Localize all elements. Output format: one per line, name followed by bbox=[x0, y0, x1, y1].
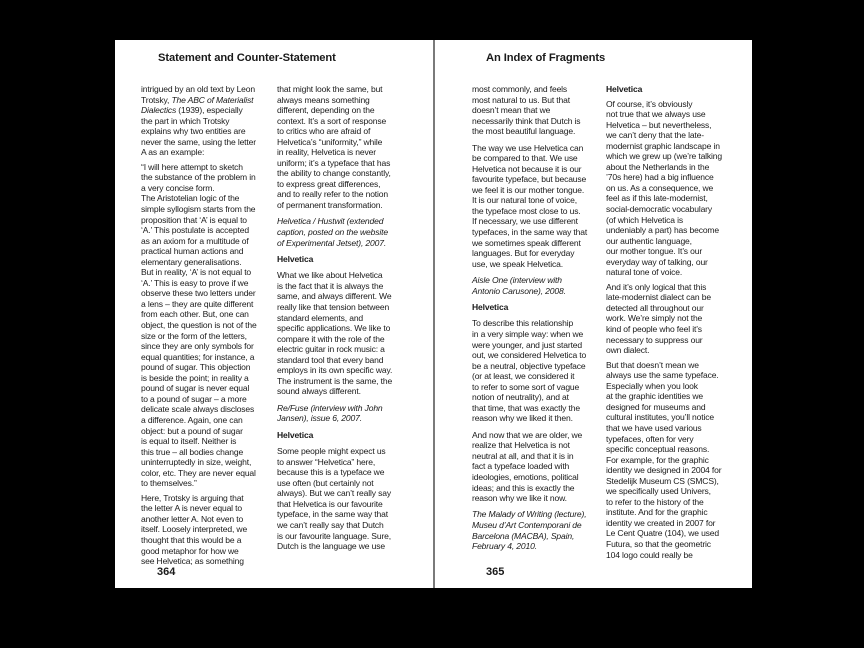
text-line: Futura, so that the geometric bbox=[606, 538, 711, 549]
text-line: If necessary, we use different bbox=[472, 216, 578, 227]
text-line: social-democratic vocabulary bbox=[606, 204, 713, 215]
text-line: pound of sugar. This objection bbox=[141, 362, 251, 373]
text-line: size or the form of the letters, bbox=[141, 330, 247, 341]
text-line: and to really refer to the notion bbox=[277, 189, 388, 200]
text-line: most commonly, and feels bbox=[472, 84, 568, 94]
text-line: is equal to itself. Neither is bbox=[141, 436, 237, 447]
text-line: cultural institutes, you’ll notice bbox=[606, 412, 714, 423]
text-line: of permanent transformation. bbox=[277, 200, 383, 211]
text-line: standard elements, and bbox=[277, 312, 364, 323]
text-line: the substance of the problem in bbox=[141, 172, 256, 183]
book-spread bbox=[115, 40, 752, 588]
text-line: Of course, it’s obviously bbox=[606, 98, 693, 109]
section-heading: Helvetica bbox=[277, 429, 314, 440]
text-line: another letter A. Not even to bbox=[141, 513, 244, 524]
paragraph bbox=[472, 430, 608, 504]
paragraph bbox=[277, 270, 413, 397]
text-line: The way we use Helvetica can bbox=[472, 142, 584, 153]
text-line: in a very simple way: when we bbox=[472, 328, 584, 339]
text-line: notion of neutrality), and at bbox=[472, 392, 569, 403]
text-line: And it’s only logical that this bbox=[606, 281, 707, 292]
text-line: context. It’s a sort of response bbox=[277, 115, 387, 126]
text-line: object: but a pound of sugar bbox=[141, 425, 243, 436]
text-line: reason why we like it now. bbox=[472, 493, 567, 504]
text-line: languages. But for everyday bbox=[472, 248, 575, 259]
source-citation bbox=[472, 509, 608, 551]
text-line: Le Cent Quatre (104), we used bbox=[606, 528, 719, 539]
text-line: Here, Trotsky is arguing that bbox=[141, 492, 244, 503]
left-column-2 bbox=[277, 84, 413, 558]
text-line: late-modernist dialect can be bbox=[606, 292, 711, 303]
text-line: always). But we can’t really say bbox=[277, 488, 391, 499]
text-line: the part in which Trotsky bbox=[141, 115, 230, 126]
text-line: we can’t really say that Dutch bbox=[277, 520, 384, 531]
text-line: explains why two entities are bbox=[141, 126, 246, 137]
text-line: realize that Helvetica is not bbox=[472, 440, 570, 451]
text-line: at the graphic identities we bbox=[606, 391, 703, 402]
paragraph bbox=[606, 282, 742, 356]
right-column-1 bbox=[472, 84, 608, 558]
text-line: that time, that was exactly the bbox=[472, 402, 580, 413]
text-line: 104 logo could really be bbox=[606, 549, 693, 560]
text-line: to refer to some sort of vague bbox=[472, 381, 580, 392]
text-line: simple syllogism starts from the bbox=[141, 204, 256, 215]
paragraph bbox=[606, 99, 742, 278]
text-line: to a pound of sugar – a more bbox=[141, 393, 247, 404]
text-line: fact a typeface loaded with bbox=[472, 461, 570, 472]
text-line: typeface, in the same way that bbox=[277, 509, 388, 520]
text-line: on us. As a consequence, we bbox=[606, 182, 714, 193]
text-line: Barcelona (MACBA), Spain, bbox=[472, 530, 575, 541]
text-line: color, etc. They are never equal bbox=[141, 467, 256, 478]
text-line: the letter A is never equal to bbox=[141, 503, 242, 514]
text-line: employs in its own specific way. bbox=[277, 365, 393, 376]
text-line: from each other. But, one can bbox=[141, 309, 249, 320]
paragraph bbox=[141, 84, 277, 158]
text-line: our authentic language, bbox=[606, 235, 692, 246]
page-number-left: 364 bbox=[157, 566, 176, 578]
text-line: natural tone of voice. bbox=[606, 267, 683, 278]
text-line: to themselves.” bbox=[141, 478, 197, 489]
text-line: What we like about Helvetica bbox=[277, 270, 383, 281]
source-citation bbox=[277, 403, 413, 424]
text-line: uniform; it’s a typeface that has bbox=[277, 157, 391, 168]
text-line: institute. And for the graphic bbox=[606, 507, 708, 518]
running-head-left: Statement and Counter-Statement bbox=[158, 52, 336, 64]
text-line: is our favourite language. Sure, bbox=[277, 530, 391, 541]
text-line: Some people might expect us bbox=[277, 446, 386, 457]
text-line: this true – all bodies change bbox=[141, 446, 244, 457]
text-line: everyday way of talking, our bbox=[606, 256, 708, 267]
text-line: typefaces, in the same way that bbox=[472, 226, 588, 237]
text-line: be compared to that. We use bbox=[472, 153, 578, 164]
text-line: kind of people who feel it’s bbox=[606, 324, 702, 335]
paragraph bbox=[472, 84, 608, 137]
text-line: ‘A.’ This is easy to prove if we bbox=[141, 277, 249, 288]
paragraph bbox=[472, 318, 608, 423]
text-line: Trotsky, The ABC of Materialist bbox=[141, 94, 254, 105]
text-line: specific applications. We like to bbox=[277, 323, 391, 334]
text-line: identity we designed in 2004 for bbox=[606, 465, 722, 476]
text-line: a very concise form. bbox=[141, 182, 215, 193]
text-line: specific conceptual reasons. bbox=[606, 444, 710, 455]
text-line: designed for museums and bbox=[606, 401, 706, 412]
text-line: Helvetica – but nevertheless, bbox=[606, 119, 712, 130]
text-line: a difference. Again, one can bbox=[141, 414, 243, 425]
text-line: we feel it is our mother tongue. bbox=[472, 184, 585, 195]
text-line: doesn’t mean that we bbox=[472, 105, 551, 116]
text-line: itself. Loosely interpreted, we bbox=[141, 524, 248, 535]
text-line: (of which Helvetica is bbox=[606, 214, 683, 225]
text-line: uninterruptedly in size, weight, bbox=[141, 457, 252, 468]
text-line: identity we created in 2007 for bbox=[606, 517, 716, 528]
text-line: ideologies, emotions, political bbox=[472, 471, 579, 482]
text-line: our mother tongue. It’s our bbox=[606, 246, 703, 257]
text-line: ‘A.’ This postulate is accepted bbox=[141, 225, 249, 236]
book-spine bbox=[433, 40, 435, 588]
text-line: that Helvetica is our favourite bbox=[277, 498, 383, 509]
text-line: really like that tension between bbox=[277, 302, 390, 313]
text-line: But in reality, ‘A’ is not equal to bbox=[141, 267, 252, 278]
section-heading: Helvetica bbox=[472, 302, 509, 313]
text-line: is beside the point; in reality a bbox=[141, 372, 249, 383]
text-line: which we grew up (we’re talking bbox=[606, 151, 723, 162]
text-line: (or at least, we considered it bbox=[472, 371, 575, 382]
text-line: Helvetica not because it is our bbox=[472, 163, 582, 174]
text-line: Museu d’Art Contemporani de bbox=[472, 520, 582, 531]
text-line: typefaces, often for very bbox=[606, 433, 694, 444]
text-line: equal quantities; for instance, a bbox=[141, 351, 255, 362]
text-line: elementary generalisations. bbox=[141, 256, 242, 267]
text-line: is the fact that it is always the bbox=[277, 280, 384, 291]
section-heading: Helvetica bbox=[277, 253, 314, 264]
text-line: to refer to the history of the bbox=[606, 496, 704, 507]
text-line: as an axiom for a multitude of bbox=[141, 235, 249, 246]
text-line: electric guitar in rock music: a bbox=[277, 344, 385, 355]
text-line: about the Netherlands in the bbox=[606, 161, 710, 172]
text-line: feel as if this late-modernist, bbox=[606, 193, 708, 204]
text-line: object, the question is not of the bbox=[141, 320, 257, 331]
text-line: to critics who are afraid of bbox=[277, 126, 371, 137]
text-line: “I will here attempt to sketch bbox=[141, 161, 243, 172]
text-line: out, we considered Helvetica to bbox=[472, 350, 587, 361]
text-line: Helvetica’s “uniformity,” while bbox=[277, 136, 383, 147]
text-line: The instrument is the same, the bbox=[277, 375, 393, 386]
text-line: in reality, Helvetica is never bbox=[277, 147, 376, 158]
text-line: caption, posted on the website bbox=[277, 226, 388, 237]
trotsky-quote bbox=[141, 162, 277, 489]
text-line: that we have used various bbox=[606, 422, 702, 433]
text-line: And now that we are older, we bbox=[472, 429, 583, 440]
text-line: thought that this would be a bbox=[141, 534, 242, 545]
text-line: the most beautiful language. bbox=[472, 126, 576, 137]
text-line: see Helvetica; as something bbox=[141, 556, 244, 567]
text-line: were younger, and just started bbox=[472, 339, 583, 350]
text-line: sound always different. bbox=[277, 386, 361, 397]
text-line: favourite typeface, but because bbox=[472, 174, 587, 185]
text-line: To describe this relationship bbox=[472, 318, 574, 329]
paragraph bbox=[277, 446, 413, 551]
text-line: modernist graphic landscape in bbox=[606, 140, 720, 151]
text-line: that might look the same, but bbox=[277, 84, 383, 94]
text-line: the typeface most close to us. bbox=[472, 205, 581, 216]
text-line: ’70s here) had a big influence bbox=[606, 172, 714, 183]
text-line: never the same, using the letter bbox=[141, 136, 256, 147]
text-line: always use the same typeface. bbox=[606, 370, 719, 381]
running-head-right: An Index of Fragments bbox=[486, 52, 606, 64]
text-line: because this is a typeface we bbox=[277, 467, 385, 478]
text-line: since they are only symbols for bbox=[141, 341, 254, 352]
text-line: The Aristotelian logic of the bbox=[141, 193, 240, 204]
text-line: to answer “Helvetica” here, bbox=[277, 456, 376, 467]
right-column-2 bbox=[606, 84, 742, 564]
text-line: February 4, 2010. bbox=[472, 541, 537, 552]
text-line: always means something bbox=[277, 94, 370, 105]
text-line: detected all throughout our bbox=[606, 302, 704, 313]
text-line: practical human actions and bbox=[141, 246, 244, 257]
text-line: different, depending on the bbox=[277, 105, 375, 116]
paragraph bbox=[277, 84, 413, 211]
text-line: A as an example: bbox=[141, 147, 205, 158]
text-line: to express great differences, bbox=[277, 178, 381, 189]
text-line: Especially when you look bbox=[606, 380, 698, 391]
paragraph bbox=[606, 360, 742, 560]
text-line: It is our natural tone of voice, bbox=[472, 195, 577, 206]
text-line: use, we speak Helvetica. bbox=[472, 258, 563, 269]
text-line: observe these two letters under bbox=[141, 288, 256, 299]
text-line: use often (but certainly not bbox=[277, 477, 374, 488]
text-line: we specifically used Univers, bbox=[606, 486, 711, 497]
page-number-right: 365 bbox=[486, 566, 505, 578]
text-line: standard tool that every band bbox=[277, 354, 384, 365]
text-line: same, and always different. We bbox=[277, 291, 392, 302]
text-line: proposition that ‘A’ is equal to bbox=[141, 214, 247, 225]
text-line: a lens – they are quite different bbox=[141, 298, 254, 309]
text-line: undeniably a part) has become bbox=[606, 225, 720, 236]
text-line: But that doesn’t mean we bbox=[606, 359, 699, 370]
text-line: Antonio Carusone), 2008. bbox=[472, 285, 566, 296]
text-line: Dutch is the language we use bbox=[277, 541, 385, 552]
text-line: Dialectics (1939), especially bbox=[141, 105, 243, 116]
text-line: compare it with the role of the bbox=[277, 333, 385, 344]
text-line: ideas; and this is exactly the bbox=[472, 482, 575, 493]
text-line: Helvetica / Hustwit (extended bbox=[277, 216, 384, 227]
text-line: work. We’re simply not the bbox=[606, 313, 703, 324]
text-line: Stedelijk Museum CS (SMCS), bbox=[606, 475, 719, 486]
left-column-1 bbox=[141, 84, 277, 571]
text-line: delicate scale always discloses bbox=[141, 404, 255, 415]
text-line: Aisle One (interview with bbox=[472, 275, 562, 286]
text-line: pound of sugar is never equal bbox=[141, 383, 250, 394]
text-line: For example, for the graphic bbox=[606, 454, 709, 465]
text-line: The Malady of Writing (lecture), bbox=[472, 509, 587, 520]
text-line: the ability to change constantly, bbox=[277, 168, 391, 179]
text-line: good metaphor for how we bbox=[141, 545, 239, 556]
text-line: we can’t deny that the late- bbox=[606, 130, 704, 141]
text-line: necessary to suppress our bbox=[606, 334, 703, 345]
text-line: most natural to us. But that bbox=[472, 94, 570, 105]
text-line: necessarily think that Dutch is bbox=[472, 115, 581, 126]
text-line: reason why we liked it then. bbox=[472, 413, 573, 424]
source-citation bbox=[277, 216, 413, 248]
source-citation bbox=[472, 275, 608, 296]
paragraph bbox=[472, 143, 608, 270]
paragraph bbox=[141, 493, 277, 567]
text-line: intrigued by an old text by Leon bbox=[141, 84, 255, 94]
text-line: Re/Fuse (interview with John bbox=[277, 402, 383, 413]
text-line: own dialect. bbox=[606, 345, 650, 356]
text-line: neutral at all, and that it is in bbox=[472, 450, 574, 461]
text-line: of Experimental Jetset), 2007. bbox=[277, 237, 387, 248]
text-line: be a neutral, objective typeface bbox=[472, 360, 586, 371]
text-line: not true that we always use bbox=[606, 109, 706, 120]
text-line: Jansen), issue 6, 2007. bbox=[277, 413, 362, 424]
text-line: we sometimes speak different bbox=[472, 237, 581, 248]
section-heading: Helvetica bbox=[606, 84, 643, 94]
